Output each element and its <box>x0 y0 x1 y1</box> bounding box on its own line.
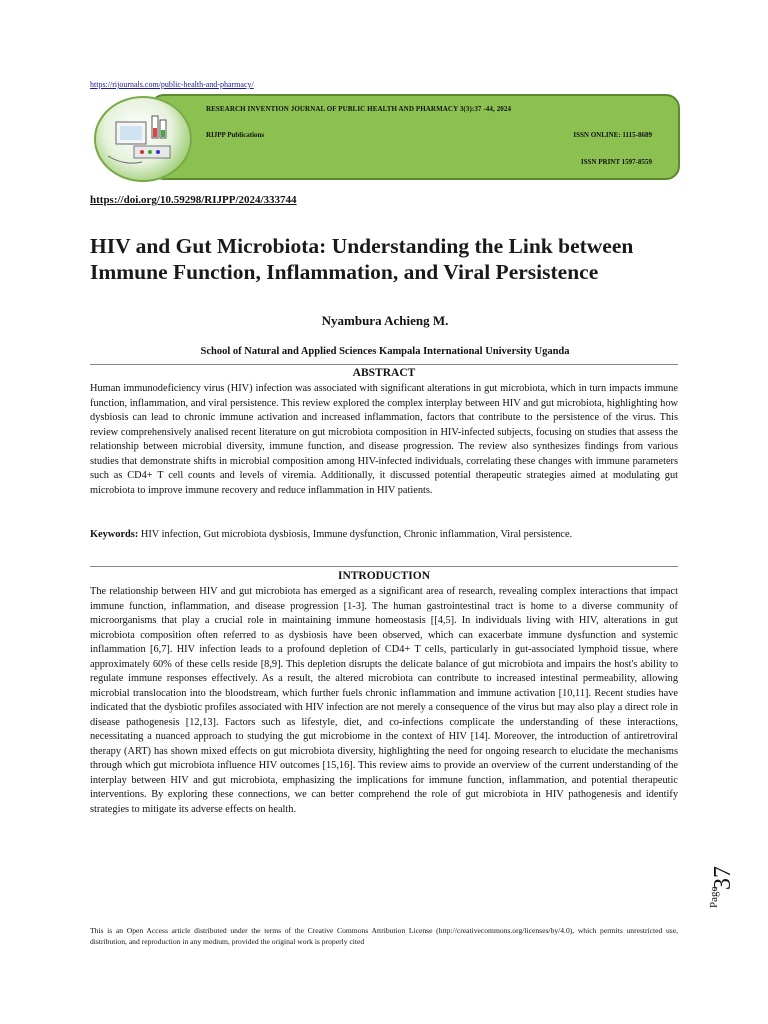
introduction-heading: INTRODUCTION <box>337 570 430 582</box>
keywords-label: Keywords: <box>90 529 139 540</box>
page-number <box>708 838 748 918</box>
article-title: HIV and Gut Microbiota: Understanding the Link between Immune Function, Inflammation, and Viral Persistence <box>90 234 634 284</box>
journal-citation: RESEARCH INVENTION JOURNAL OF PUBLIC HEALTH AND PHARMACY 3(3):37 -44, 2024 <box>206 105 512 113</box>
issn-print: ISSN PRINT 1597-8559 <box>580 158 652 166</box>
page-label: Page <box>708 886 720 908</box>
introduction-text: The relationship between HIV and gut microbiota has emerged as a significant area of research, revealing complex interactions that impact immune function, inflammation, and disease progression [1-3]. The human gastrointestinal tract is home to a diverse community of microorganisms that play a crucial role in maintaining immune homeostasis [[4,5]. In individuals living with HIV, alterations in gut microbiota composition often referred to as dysbiosis have been observed, which can exacerbate immune dysfunction and systemic inflammation [6,7]. HIV infection leads to a profound depletion of CD4+ T cells, particularly in gut-associated lymphoid tissue, where approximately 60% of these cells reside [8,9]. This depletion disrupts the delicate balance of gut microbiota and impairs the host's ability to regulate immune responses effectively. As a result, the altered microbiota can contribute to increased intestinal permeability, allowing microbial translocation into the bloodstream, which further fuels chronic inflammation and immune activation [10,11]. Recent studies have indicated that the dysbiotic profiles associated with HIV infection are not merely a consequence of the virus but may also play a direct role in disease pathogenesis [12,13]. Factors such as lifestyle, diet, and co-infections complicate the understanding of these interactions, necessitating a nuanced approach to studying the gut microbiome in the context of HIV [14]. Moreover, the introduction of antiretroviral therapy (ART) has shown mixed effects on gut microbiota diversity, highlighting the need for ongoing research to elucidate the mechanisms through which gut microbiota influence HIV outcomes [15,16]. This review aims to provide an overview of the current understanding of the interplay between HIV and gut microbiota, emphasizing the implications for immune function, inflammation, and potential therapeutic interventions. By exploring these connections, we can better comprehend the role of gut microbiota in HIV pathogenesis and identify strategies to mitigate its adverse effects on health. <box>90 586 678 815</box>
divider <box>90 364 678 365</box>
author-affiliation: School of Natural and Applied Sciences Kampala International University Uganda <box>200 346 570 357</box>
author-name: Nyambura Achieng M. <box>321 313 449 328</box>
keywords-list: HIV infection, Gut microbiota dysbiosis, Immune dysfunction, Chronic inflammation, Viral persistence. <box>138 529 573 540</box>
divider <box>90 566 678 567</box>
page-number-value: 37 <box>710 866 736 890</box>
journal-banner <box>150 94 680 180</box>
license-footer: This is an Open Access article distributed under the terms of the Creative Commons Attribution License (http://creativecommons.org/licenses/by/4.0), which permits unrestricted use, distribution, and reproduction in any medium, provided the original work is properly cited <box>90 926 678 946</box>
doi-link[interactable]: https://doi.org/10.59298/RIJPP/2024/333744 <box>90 194 297 206</box>
issn-online: ISSN ONLINE: 1115-8689 <box>573 131 652 139</box>
journal-url-link[interactable]: https://rijournals.com/public-health-and-pharmacy/ <box>90 80 254 89</box>
abstract-heading: ABSTRACT <box>352 367 416 379</box>
keywords <box>90 528 678 543</box>
publisher-name: RIJPP Publications <box>206 131 265 139</box>
journal-logo-icon <box>94 96 192 182</box>
abstract-text: Human immunodeficiency virus (HIV) infection was associated with significant alterations in gut microbiota, which in turn impacts immune function, inflammation, and viral persistence. This review explored the complex interplay between HIV and gut microbiota, highlighting how dysbiosis can lead to chronic immune activation and increased inflammation, factors that contribute to the persistence of the virus. This review comprehensively analised recent literature on gut microbiota composition in HIV-infected subjects, focusing on studies that assess the relationship between microbial diversity, immune function, and disease progression. The review also synthesizes findings from various studies that demonstrate shifts in microbial composition among HIV-infected individuals, correlating these changes with immune parameters such as CD4+ T cell counts and levels of viremia. Additionally, it discussed potential therapeutic strategies aimed at modulating gut microbiota to improve immune recovery and reduce inflammation in HIV patients. <box>90 383 678 496</box>
